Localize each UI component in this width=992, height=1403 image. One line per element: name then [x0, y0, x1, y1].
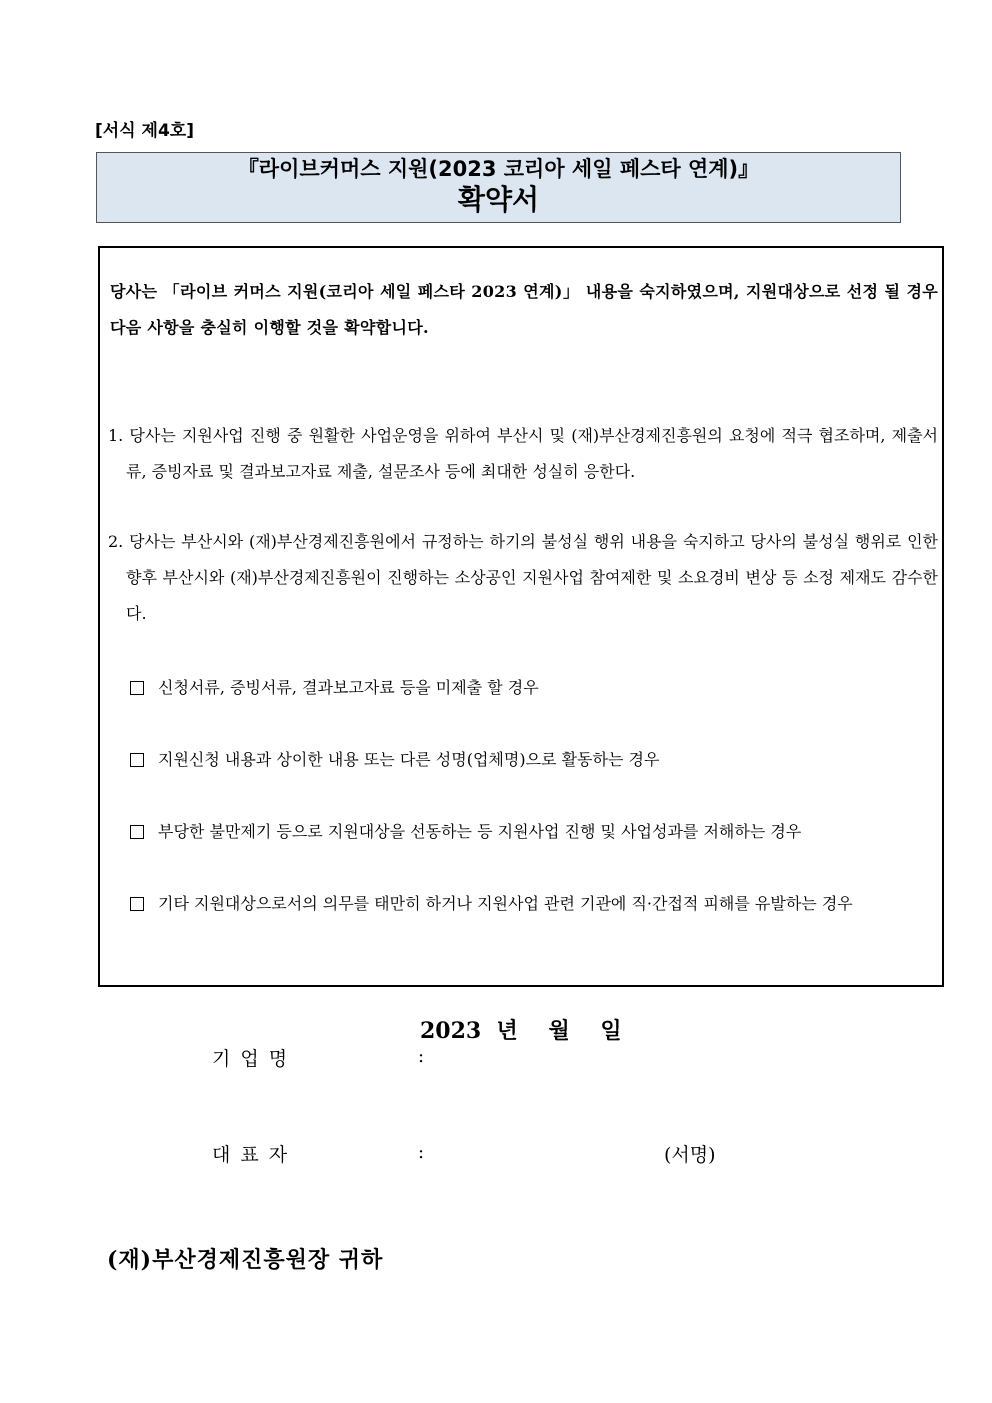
checkbox-icon[interactable] — [130, 681, 144, 695]
checklist-item-label: 기타 지원대상으로서의 의무를 태만히 하거나 지원사업 관련 기관에 직·간접적 피해를 유발하는 경우 — [158, 894, 853, 913]
checklist-item-label: 신청서류, 증빙서류, 결과보고자료 등을 미제출 할 경우 — [158, 678, 539, 697]
intro-paragraph: 당사는 「라이브 커머스 지원(코리아 세일 페스타 2023 연계)」 내용을 숙지하였으며, 지원대상으로 선정 될 경우 다음 사항을 충실히 이행할 것을 확약합니다. — [110, 282, 938, 337]
representative-colon: : — [418, 1142, 425, 1163]
pledge-content-box — [98, 246, 944, 987]
checkbox-icon[interactable] — [130, 753, 144, 767]
checklist-item — [130, 670, 938, 706]
signature-label: (서명) — [664, 1144, 716, 1166]
checklist-item-label: 부당한 불만제기 등으로 지원대상을 선동하는 등 지원사업 진행 및 사업성과를 저해하는 경우 — [158, 822, 802, 841]
checklist-item — [130, 742, 938, 778]
company-name-label: 기업명 — [212, 1048, 298, 1070]
pledge-item-1: 1. 당사는 지원사업 진행 중 원활한 사업운영을 위하여 부산시 및 (재)부산경제진흥원의 요청에 적극 협조하며, 제출서류, 증빙자료 및 결과보고자료 제출, 설문조사 등에 최대한 성실히 응한다. — [108, 426, 938, 481]
checklist-item — [130, 814, 938, 850]
pledge-item-2: 2. 당사는 부산시와 (재)부산경제진흥원에서 규정하는 하기의 불성실 행위 내용을 숙지하고 당사의 불성실 행위로 인한 향후 부산시와 (재)부산경제진흥원이 진행하는 소상공인 지원사업 참여제한 및 소요경비 변상 등 소정 제재도 감수한다. — [108, 532, 938, 623]
representative-label: 대표자 — [212, 1144, 298, 1166]
document-title: 확약서 — [457, 183, 540, 216]
checklist-item — [130, 886, 938, 922]
document-subtitle: 『라이브커머스 지원(2023 코리아 세일 페스타 연계)』 — [237, 157, 760, 181]
checklist-item-label: 지원신청 내용과 상이한 내용 또는 다른 성명(업체명)으로 활동하는 경우 — [158, 750, 660, 769]
date-line: 2023 년 월 일 — [420, 1018, 622, 1044]
addressee: (재)부산경제진흥원장 귀하 — [107, 1247, 384, 1273]
checkbox-icon[interactable] — [130, 825, 144, 839]
form-number: [서식 제4호] — [95, 121, 194, 141]
checkbox-icon[interactable] — [130, 897, 144, 911]
title-box — [96, 152, 901, 223]
company-name-colon: : — [418, 1046, 425, 1067]
